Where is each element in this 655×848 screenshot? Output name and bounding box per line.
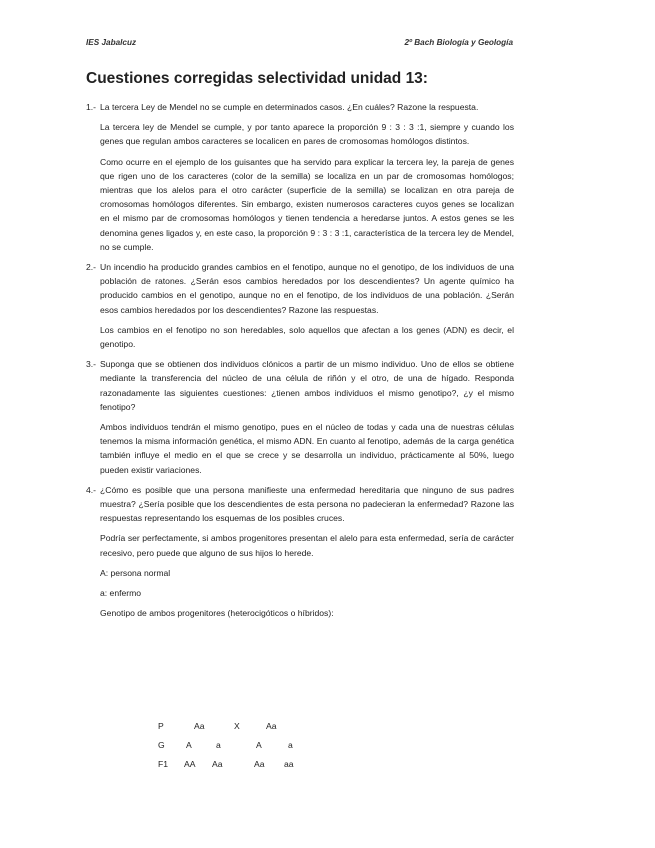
answer-paragraph: Los cambios en el fenotipo no son heredables, solo aquellos que afectan a los genes (ADN) es decir, el genotipo. — [100, 324, 514, 350]
parents-genotype-label: Genotipo de ambos progenitores (heterocigóticos o híbridos): — [100, 608, 334, 619]
question-number: 4.- — [86, 484, 97, 495]
answer-paragraph: Como ocurre en el ejemplo de los guisantes que ha servido para explicar la tercera ley, la pareja de genes que rigen uno de los caracteres (color de la semilla) se localiza en un par de cromosomas homólogos; mientras que los alelos para el otro carácter (superficie de la semilla) se localizan en otra pareja de cromosomas homólogos diferentes. Sin embargo, existen numerosos caracteres cuyos genes se localizan en el mismo par de cromosomas homólogos y tienen tendencia a heredarse juntos. A estos genes se les denomina genes ligados y, en este caso, la proporción 9 : 3 : 3 :1, característica de la tercera ley de Mendel, no se cumple. — [100, 156, 514, 252]
allele-dominant: A: persona normal — [100, 567, 171, 578]
gamete: a — [288, 740, 293, 750]
question-number: 3.- — [86, 359, 97, 370]
answer-paragraph: La tercera ley de Mendel se cumple, y por tanto aparece la proporción 9 : 3 : 3 :1, siempre y cuando los genes que regulan ambos caracteres se localicen en pares de cromosomas homólogos distintos. — [100, 122, 514, 147]
question-text: Suponga que se obtienen dos individuos clónicos a partir de un mismo individuo. Uno de ellos se obtiene mediante la transferencia del núcleo de una célula de riñón y el otro, de una de hígado. Responda razonadamente las siguientes cuestiones: ¿tienen ambos individuos el mismo genotipo?, ¿y el mismo fenotipo? — [100, 359, 514, 412]
question-number: 1.- — [86, 102, 97, 112]
cross-label-g: G — [158, 740, 165, 750]
allele-recessive: a: enfermo — [100, 588, 142, 599]
header-course: 2º Bach Biología y Geología — [404, 38, 513, 47]
offspring-genotype: Aa — [254, 759, 265, 769]
answer-paragraph: Podría ser perfectamente, si ambos progenitores presentan el alelo para esta enfermedad, sería de carácter recesivo, pero puede que alguno de sus hijos lo herede. — [100, 533, 514, 558]
offspring-genotype: aa — [284, 759, 294, 769]
question-4 — [86, 483, 514, 526]
question-text: ¿Cómo es posible que una persona manifieste una enfermedad hereditaria que ninguno de sus padres muestra? ¿Sería posible que los descendientes de esta persona no padecieran la enfermedad? Razone las respuestas representando los esquemas de los posibles cruces. — [100, 484, 514, 524]
offspring-genotype: AA — [184, 759, 196, 769]
offspring-genotype: Aa — [212, 759, 223, 769]
answer-paragraph: Ambos individuos tendrán el mismo genotipo, pues en el núcleo de todas y cada una de nuestras células tenemos la misma información genética, el mismo ADN. En cuanto al fenotipo, además de la carga genética también influye el medio en el que se crece y se desarrolla un individuo, prácticamente al 50%, luego pueden existir variaciones. — [100, 422, 514, 475]
question-3 — [86, 357, 514, 414]
document-body — [86, 100, 514, 627]
cross-label-p: P — [158, 721, 164, 731]
question-text: La tercera Ley de Mendel no se cumple en determinados casos. ¿En cuáles? Razone la respuesta. — [100, 102, 479, 112]
cross-symbol: X — [234, 721, 240, 731]
question-2 — [86, 260, 514, 317]
gamete: A — [256, 740, 262, 750]
cross-parent-2: Aa — [266, 721, 277, 731]
gamete: A — [186, 740, 192, 750]
cross-label-f1: F1 — [158, 759, 169, 769]
gamete: a — [216, 740, 221, 750]
cross-parent-1: Aa — [194, 721, 205, 731]
page-title: Cuestiones corregidas selectividad unidad 13: — [86, 70, 428, 87]
header-school: IES Jabalcuz — [86, 38, 137, 47]
question-1 — [86, 100, 514, 114]
question-text: Un incendio ha producido grandes cambios en el fenotipo, aunque no el genotipo, de los individuos de una población de ratones. ¿Serán esos cambios heredados por los descendientes? Un agente químico ha producido cambios en el genotipo, aunque no en el fenotipo, de los individuos de una población. ¿Serán esos cambios heredados por los descendientes? Razone las respuestas. — [100, 262, 514, 315]
question-number: 2.- — [86, 262, 97, 273]
